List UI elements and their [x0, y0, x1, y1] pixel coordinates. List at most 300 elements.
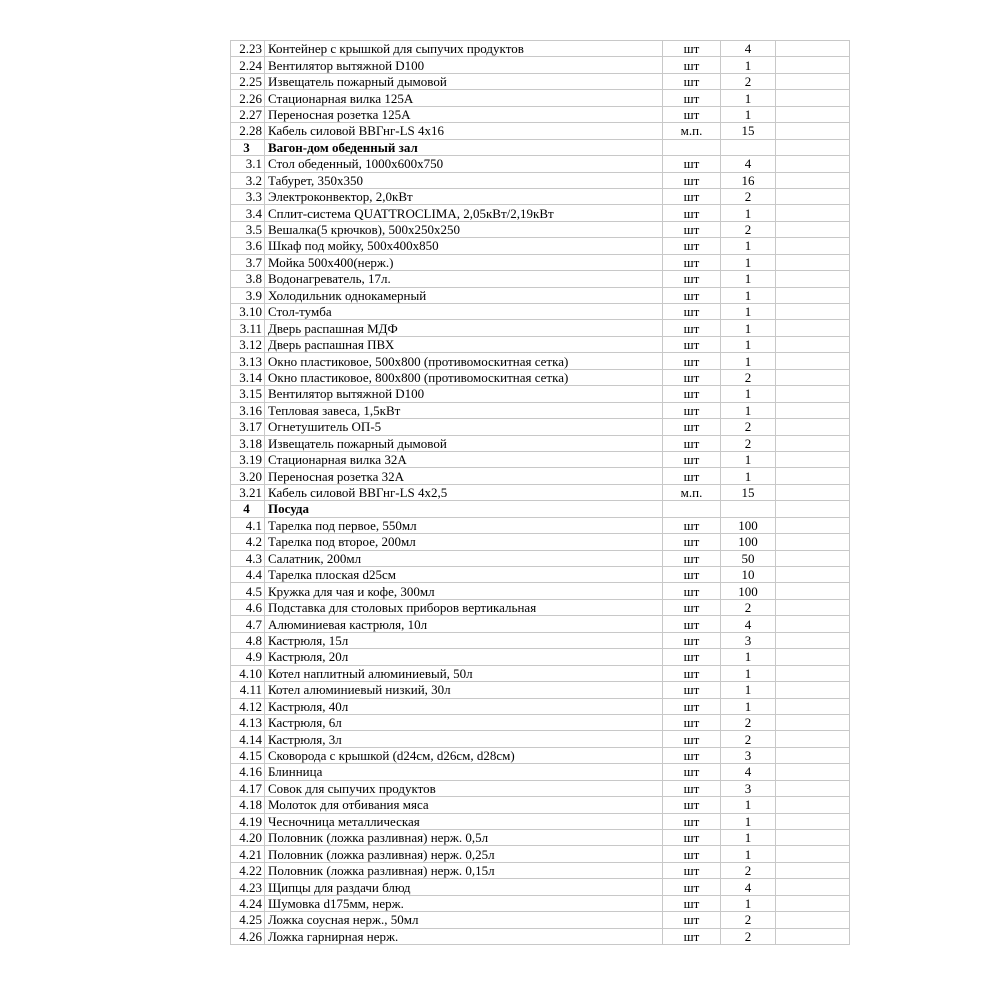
item-name-cell: Окно пластиковое, 500х800 (противомоскитная сетка): [265, 353, 663, 369]
row-number-cell: 3.4: [231, 205, 265, 221]
item-name-cell: Тепловая завеса, 1,5кВт: [265, 402, 663, 418]
empty-cell: [776, 501, 850, 517]
row-number-cell: 4.13: [231, 714, 265, 730]
row-number-cell: 3.9: [231, 287, 265, 303]
table-row: [231, 567, 850, 583]
item-name-cell: Кастрюля, 40л: [265, 698, 663, 714]
table-row: [231, 73, 850, 89]
item-name-cell: Салатник, 200мл: [265, 550, 663, 566]
quantity-cell: 4: [721, 156, 776, 172]
row-number-cell: 3.13: [231, 353, 265, 369]
empty-cell: [776, 797, 850, 813]
row-number-cell: 3.12: [231, 336, 265, 352]
quantity-cell: 1: [721, 57, 776, 73]
item-name-cell: Котел алюминиевый низкий, 30л: [265, 682, 663, 698]
unit-cell: шт: [663, 468, 721, 484]
empty-cell: [776, 714, 850, 730]
unit-cell: шт: [663, 221, 721, 237]
unit-cell: шт: [663, 649, 721, 665]
table-row: [231, 435, 850, 451]
item-name-cell: Стол-тумба: [265, 304, 663, 320]
empty-cell: [776, 682, 850, 698]
quantity-cell: 2: [721, 912, 776, 928]
row-number-cell: 3.20: [231, 468, 265, 484]
table-row: [231, 912, 850, 928]
table-row: [231, 353, 850, 369]
empty-cell: [776, 123, 850, 139]
empty-cell: [776, 632, 850, 648]
unit-cell: шт: [663, 369, 721, 385]
table-row: [231, 550, 850, 566]
unit-cell: шт: [663, 862, 721, 878]
item-name-cell: Стол обеденный, 1000х600х750: [265, 156, 663, 172]
row-number-cell: 2.27: [231, 106, 265, 122]
table-row: [231, 649, 850, 665]
empty-cell: [776, 353, 850, 369]
empty-cell: [776, 862, 850, 878]
unit-cell: шт: [663, 320, 721, 336]
item-name-cell: Окно пластиковое, 800х800 (противомоскитная сетка): [265, 369, 663, 385]
row-number-cell: 4.3: [231, 550, 265, 566]
item-name-cell: Контейнер с крышкой для сыпучих продуктов: [265, 41, 663, 57]
empty-cell: [776, 386, 850, 402]
item-name-cell: Переносная розетка 125А: [265, 106, 663, 122]
item-name-cell: Тарелка под первое, 550мл: [265, 517, 663, 533]
empty-cell: [776, 271, 850, 287]
table-row: [231, 57, 850, 73]
quantity-cell: 2: [721, 369, 776, 385]
row-number-cell: 3.19: [231, 451, 265, 467]
empty-cell: [776, 254, 850, 270]
item-name-cell: Кастрюля, 3л: [265, 731, 663, 747]
table-row: [231, 813, 850, 829]
quantity-cell: 1: [721, 649, 776, 665]
row-number-cell: 4.10: [231, 665, 265, 681]
table-row: [231, 205, 850, 221]
row-number-cell: 3.8: [231, 271, 265, 287]
empty-cell: [776, 106, 850, 122]
item-name-cell: Совок для сыпучих продуктов: [265, 780, 663, 796]
unit-cell: шт: [663, 188, 721, 204]
row-number-cell: 4.15: [231, 747, 265, 763]
quantity-cell: 1: [721, 90, 776, 106]
row-number-cell: 4.7: [231, 616, 265, 632]
quantity-cell: 2: [721, 73, 776, 89]
quantity-cell: 2: [721, 862, 776, 878]
row-number-cell: 3.14: [231, 369, 265, 385]
empty-cell: [776, 73, 850, 89]
unit-cell: шт: [663, 353, 721, 369]
quantity-cell: 1: [721, 320, 776, 336]
table-row: [231, 846, 850, 862]
empty-cell: [776, 649, 850, 665]
unit-cell: м.п.: [663, 484, 721, 500]
table-row: [231, 632, 850, 648]
item-name-cell: Подставка для столовых приборов вертикальная: [265, 599, 663, 615]
row-number-cell: 3.16: [231, 402, 265, 418]
empty-cell: [776, 895, 850, 911]
quantity-cell: 1: [721, 304, 776, 320]
empty-cell: [776, 731, 850, 747]
quantity-cell: 100: [721, 583, 776, 599]
empty-cell: [776, 534, 850, 550]
item-name-cell: Кабель силовой ВВГнг-LS 4х16: [265, 123, 663, 139]
quantity-cell: 2: [721, 731, 776, 747]
quantity-cell: 1: [721, 336, 776, 352]
quantity-cell: 1: [721, 682, 776, 698]
unit-cell: шт: [663, 517, 721, 533]
item-name-cell: Холодильник однокамерный: [265, 287, 663, 303]
row-number-cell: 4.19: [231, 813, 265, 829]
item-name-cell: Кастрюля, 20л: [265, 649, 663, 665]
row-number-cell: 3.6: [231, 238, 265, 254]
quantity-cell: 1: [721, 287, 776, 303]
quantity-cell: 3: [721, 632, 776, 648]
quantity-cell: 50: [721, 550, 776, 566]
empty-cell: [776, 764, 850, 780]
unit-cell: шт: [663, 682, 721, 698]
unit-cell: шт: [663, 304, 721, 320]
section-row: [231, 139, 850, 155]
item-name-cell: Щипцы для раздачи блюд: [265, 879, 663, 895]
unit-cell: шт: [663, 451, 721, 467]
empty-cell: [776, 435, 850, 451]
quantity-cell: 16: [721, 172, 776, 188]
quantity-cell: 1: [721, 106, 776, 122]
quantity-cell: 15: [721, 123, 776, 139]
item-name-cell: Вентилятор вытяжной D100: [265, 57, 663, 73]
table-row: [231, 797, 850, 813]
row-number-cell: 3.21: [231, 484, 265, 500]
quantity-cell: 2: [721, 419, 776, 435]
row-number-cell: 4.9: [231, 649, 265, 665]
table-row: [231, 862, 850, 878]
empty-cell: [776, 484, 850, 500]
empty-cell: [776, 336, 850, 352]
unit-cell: шт: [663, 172, 721, 188]
row-number-cell: 3.7: [231, 254, 265, 270]
item-name-cell: Ложка соусная нерж., 50мл: [265, 912, 663, 928]
unit-cell: шт: [663, 386, 721, 402]
item-name-cell: Посуда: [265, 501, 663, 517]
row-number-cell: 3.17: [231, 419, 265, 435]
empty-cell: [776, 419, 850, 435]
item-name-cell: Половник (ложка разливная) нерж. 0,15л: [265, 862, 663, 878]
table-row: [231, 254, 850, 270]
unit-cell: шт: [663, 205, 721, 221]
table-row: [231, 238, 850, 254]
quantity-cell: 3: [721, 780, 776, 796]
unit-cell: шт: [663, 567, 721, 583]
row-number-cell: 4.6: [231, 599, 265, 615]
empty-cell: [776, 304, 850, 320]
unit-cell: шт: [663, 271, 721, 287]
quantity-cell: 1: [721, 451, 776, 467]
empty-cell: [776, 369, 850, 385]
row-number-cell: 4.12: [231, 698, 265, 714]
table-row: [231, 106, 850, 122]
unit-cell: шт: [663, 402, 721, 418]
row-number-cell: 4.26: [231, 928, 265, 944]
quantity-cell: 2: [721, 188, 776, 204]
table-row: [231, 583, 850, 599]
item-name-cell: Извещатель пожарный дымовой: [265, 435, 663, 451]
table-row: [231, 287, 850, 303]
row-number-cell: 4.4: [231, 567, 265, 583]
unit-cell: шт: [663, 797, 721, 813]
empty-cell: [776, 172, 850, 188]
table-row: [231, 665, 850, 681]
quantity-cell: 1: [721, 698, 776, 714]
table-row: [231, 172, 850, 188]
unit-cell: шт: [663, 238, 721, 254]
empty-cell: [776, 879, 850, 895]
row-number-cell: 3.10: [231, 304, 265, 320]
quantity-cell: 4: [721, 879, 776, 895]
quantity-cell: 1: [721, 254, 776, 270]
row-number-cell: 4.2: [231, 534, 265, 550]
empty-cell: [776, 747, 850, 763]
row-number-cell: 4.16: [231, 764, 265, 780]
quantity-cell: 1: [721, 468, 776, 484]
table-row: [231, 484, 850, 500]
item-name-cell: Вешалка(5 крючков), 500х250х250: [265, 221, 663, 237]
item-name-cell: Кастрюля, 6л: [265, 714, 663, 730]
quantity-cell: [721, 501, 776, 517]
empty-cell: [776, 698, 850, 714]
table-row: [231, 468, 850, 484]
item-name-cell: Блинница: [265, 764, 663, 780]
unit-cell: шт: [663, 813, 721, 829]
empty-cell: [776, 205, 850, 221]
empty-cell: [776, 156, 850, 172]
unit-cell: шт: [663, 599, 721, 615]
row-number-cell: 3.5: [231, 221, 265, 237]
unit-cell: шт: [663, 846, 721, 862]
table-row: [231, 304, 850, 320]
unit-cell: шт: [663, 747, 721, 763]
item-name-cell: Дверь распашная МДФ: [265, 320, 663, 336]
empty-cell: [776, 928, 850, 944]
unit-cell: шт: [663, 336, 721, 352]
equipment-table-body: [231, 41, 850, 945]
table-row: [231, 895, 850, 911]
empty-cell: [776, 780, 850, 796]
empty-cell: [776, 665, 850, 681]
empty-cell: [776, 468, 850, 484]
item-name-cell: Дверь распашная ПВХ: [265, 336, 663, 352]
table-row: [231, 156, 850, 172]
unit-cell: шт: [663, 830, 721, 846]
row-number-cell: 4.20: [231, 830, 265, 846]
empty-cell: [776, 287, 850, 303]
empty-cell: [776, 567, 850, 583]
empty-cell: [776, 616, 850, 632]
item-name-cell: Табурет, 350х350: [265, 172, 663, 188]
unit-cell: шт: [663, 895, 721, 911]
row-number-cell: 4.14: [231, 731, 265, 747]
unit-cell: шт: [663, 698, 721, 714]
unit-cell: шт: [663, 254, 721, 270]
section-row: [231, 501, 850, 517]
row-number-cell: 4.11: [231, 682, 265, 698]
row-number-cell: 4.24: [231, 895, 265, 911]
item-name-cell: Сплит-система QUATTROCLIMA, 2,05кВт/2,19кВт: [265, 205, 663, 221]
row-number-cell: 2.28: [231, 123, 265, 139]
quantity-cell: 1: [721, 830, 776, 846]
quantity-cell: 2: [721, 928, 776, 944]
table-row: [231, 336, 850, 352]
quantity-cell: 10: [721, 567, 776, 583]
quantity-cell: 2: [721, 599, 776, 615]
row-number-cell: 3.11: [231, 320, 265, 336]
unit-cell: шт: [663, 57, 721, 73]
item-name-cell: Электроконвектор, 2,0кВт: [265, 188, 663, 204]
item-name-cell: Сковорода с крышкой (d24см, d26см, d28см): [265, 747, 663, 763]
table-row: [231, 271, 850, 287]
item-name-cell: Шкаф под мойку, 500х400х850: [265, 238, 663, 254]
table-row: [231, 320, 850, 336]
unit-cell: шт: [663, 780, 721, 796]
unit-cell: шт: [663, 912, 721, 928]
empty-cell: [776, 451, 850, 467]
unit-cell: шт: [663, 41, 721, 57]
row-number-cell: 3.18: [231, 435, 265, 451]
empty-cell: [776, 846, 850, 862]
row-number-cell: 4: [231, 501, 265, 517]
empty-cell: [776, 830, 850, 846]
item-name-cell: Половник (ложка разливная) нерж. 0,5л: [265, 830, 663, 846]
item-name-cell: Алюминиевая кастрюля, 10л: [265, 616, 663, 632]
empty-cell: [776, 517, 850, 533]
empty-cell: [776, 550, 850, 566]
empty-cell: [776, 221, 850, 237]
table-row: [231, 517, 850, 533]
unit-cell: шт: [663, 616, 721, 632]
equipment-table: [230, 40, 850, 945]
row-number-cell: 3.2: [231, 172, 265, 188]
quantity-cell: 1: [721, 895, 776, 911]
unit-cell: шт: [663, 879, 721, 895]
empty-cell: [776, 813, 850, 829]
unit-cell: шт: [663, 73, 721, 89]
quantity-cell: 1: [721, 665, 776, 681]
item-name-cell: Вентилятор вытяжной D100: [265, 386, 663, 402]
quantity-cell: 100: [721, 534, 776, 550]
row-number-cell: 2.25: [231, 73, 265, 89]
quantity-cell: 1: [721, 813, 776, 829]
table-row: [231, 386, 850, 402]
item-name-cell: Шумовка d175мм, нерж.: [265, 895, 663, 911]
item-name-cell: Чесночница металлическая: [265, 813, 663, 829]
unit-cell: [663, 139, 721, 155]
unit-cell: шт: [663, 764, 721, 780]
row-number-cell: 4.8: [231, 632, 265, 648]
item-name-cell: Кружка для чая и кофе, 300мл: [265, 583, 663, 599]
quantity-cell: [721, 139, 776, 155]
quantity-cell: 1: [721, 238, 776, 254]
item-name-cell: Котел наплитный алюминиевый, 50л: [265, 665, 663, 681]
unit-cell: шт: [663, 419, 721, 435]
quantity-cell: 1: [721, 402, 776, 418]
item-name-cell: Стационарная вилка 125А: [265, 90, 663, 106]
row-number-cell: 4.25: [231, 912, 265, 928]
item-name-cell: Молоток для отбивания мяса: [265, 797, 663, 813]
row-number-cell: 4.18: [231, 797, 265, 813]
item-name-cell: Переносная розетка 32А: [265, 468, 663, 484]
empty-cell: [776, 583, 850, 599]
row-number-cell: 3.15: [231, 386, 265, 402]
unit-cell: шт: [663, 106, 721, 122]
quantity-cell: 1: [721, 205, 776, 221]
empty-cell: [776, 320, 850, 336]
row-number-cell: 4.22: [231, 862, 265, 878]
unit-cell: шт: [663, 550, 721, 566]
item-name-cell: Огнетушитель ОП-5: [265, 419, 663, 435]
unit-cell: шт: [663, 632, 721, 648]
item-name-cell: Извещатель пожарный дымовой: [265, 73, 663, 89]
quantity-cell: 1: [721, 386, 776, 402]
table-row: [231, 451, 850, 467]
unit-cell: м.п.: [663, 123, 721, 139]
table-row: [231, 714, 850, 730]
table-row: [231, 123, 850, 139]
row-number-cell: 2.23: [231, 41, 265, 57]
item-name-cell: Вагон-дом обеденный зал: [265, 139, 663, 155]
unit-cell: шт: [663, 534, 721, 550]
item-name-cell: Мойка 500х400(нерж.): [265, 254, 663, 270]
table-row: [231, 188, 850, 204]
unit-cell: шт: [663, 731, 721, 747]
quantity-cell: 2: [721, 221, 776, 237]
row-number-cell: 2.26: [231, 90, 265, 106]
equipment-table-sheet: [230, 40, 850, 945]
unit-cell: шт: [663, 665, 721, 681]
empty-cell: [776, 41, 850, 57]
row-number-cell: 4.5: [231, 583, 265, 599]
table-row: [231, 928, 850, 944]
unit-cell: шт: [663, 156, 721, 172]
table-row: [231, 419, 850, 435]
item-name-cell: Стационарная вилка 32А: [265, 451, 663, 467]
row-number-cell: 2.24: [231, 57, 265, 73]
row-number-cell: 3.1: [231, 156, 265, 172]
item-name-cell: Водонагреватель, 17л.: [265, 271, 663, 287]
row-number-cell: 3: [231, 139, 265, 155]
table-row: [231, 830, 850, 846]
row-number-cell: 4.17: [231, 780, 265, 796]
quantity-cell: 1: [721, 271, 776, 287]
table-row: [231, 402, 850, 418]
item-name-cell: Тарелка плоская d25см: [265, 567, 663, 583]
unit-cell: шт: [663, 583, 721, 599]
table-row: [231, 698, 850, 714]
item-name-cell: Половник (ложка разливная) нерж. 0,25л: [265, 846, 663, 862]
quantity-cell: 4: [721, 41, 776, 57]
quantity-cell: 4: [721, 616, 776, 632]
table-row: [231, 41, 850, 57]
item-name-cell: Ложка гарнирная нерж.: [265, 928, 663, 944]
empty-cell: [776, 402, 850, 418]
table-row: [231, 747, 850, 763]
empty-cell: [776, 912, 850, 928]
unit-cell: шт: [663, 90, 721, 106]
row-number-cell: 4.1: [231, 517, 265, 533]
quantity-cell: 1: [721, 846, 776, 862]
empty-cell: [776, 238, 850, 254]
table-row: [231, 682, 850, 698]
empty-cell: [776, 599, 850, 615]
